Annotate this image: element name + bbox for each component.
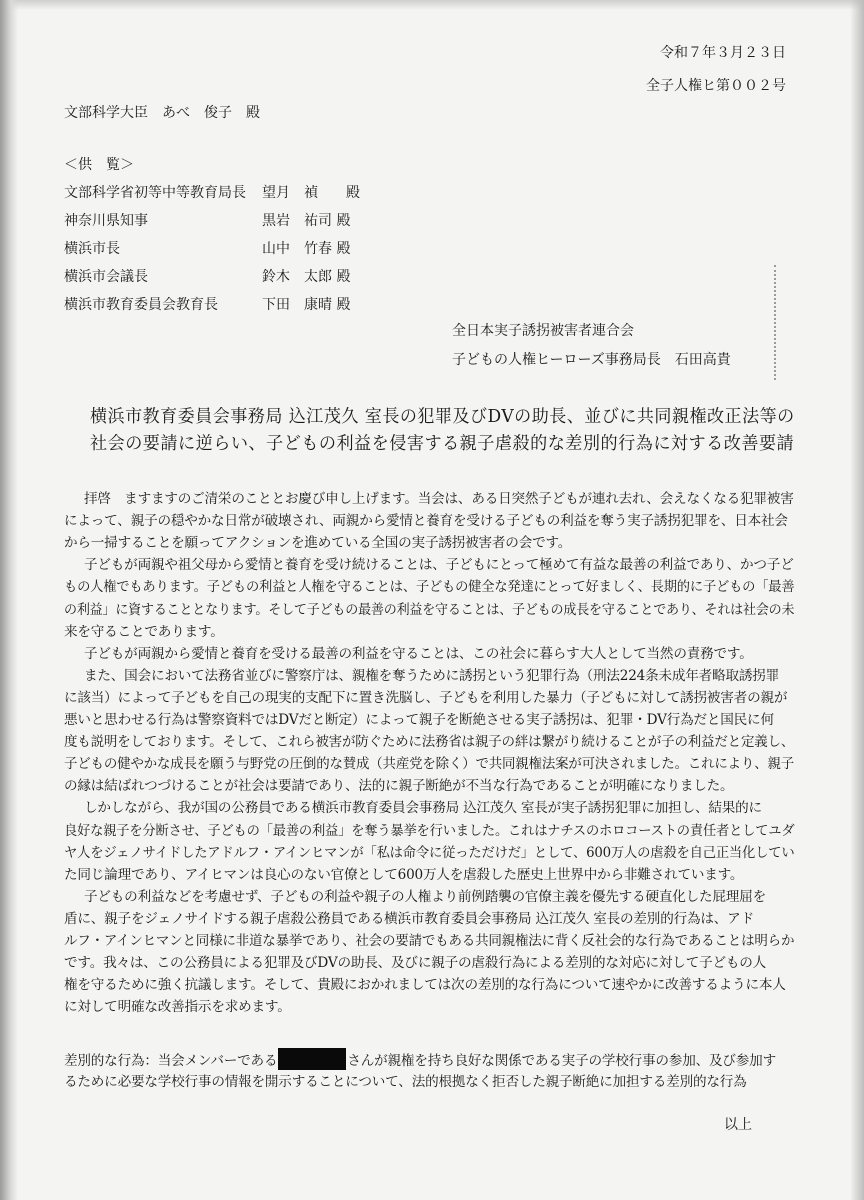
cc-recipient-name: 鈴木 太郎 殿	[262, 269, 351, 285]
body-line: 子どもが両親から愛情と養育を受ける最善の利益を守ることは、この社会に暮らす大人として当然の責務です。	[84, 645, 753, 662]
cc-recipient-name: 望月 禎 殿	[262, 185, 360, 201]
body-line: 良好な親子を分断させ、子どもの「最善の利益」を奪う暴挙を行いました。これはナチスのホロコーストの責任者としてユダ	[64, 822, 795, 839]
redacted-name-block	[278, 1048, 346, 1070]
body-line: 子どもの健やかな成長を願う与野党の圧倒的な賛成（共産党を除く）で共同親権法案が可決されました。これにより、親子	[64, 756, 795, 773]
letter-title-line: 横浜市教育委員会事務局 込江茂久 室長の犯罪及びDVの助長、並びに共同親権改正法等の	[90, 407, 795, 427]
cc-recipient-name: 下田 康晴 殿	[262, 297, 351, 313]
sender-organization: 全日本実子誘拐被害者連合会	[452, 323, 634, 339]
cc-recipient-name: 黒岩 祐司 殿	[262, 213, 351, 229]
body-line: もの人権でもあります。子どもの利益と人権を守ることは、子どもの健全な発達にとって好ましく、長期的に子どもの「最善	[64, 579, 795, 596]
body-line: 来を守ることであります。	[64, 623, 224, 640]
body-line: によって、親子の穏やかな日常が破壊され、両親から愛情と養育を受ける子どもの利益を奪う実子誘拐犯罪を、日本社会	[64, 513, 788, 530]
body-line: た同じ論理であり、アイヒマンは良心のない官僚として600万人を虐殺した歴史上世界中から非難されています。	[64, 866, 744, 883]
body-line: 権を守るために強く抗議します。そして、貴殿におかれましては次の差別的な行為について速やかに改善するように本人	[64, 977, 786, 994]
body-line: 盾に、親子をジェノサイドする親子虐殺公務員である横浜市教育委員会事務局 込江茂久 室長の差別的行為は、アド	[64, 910, 754, 927]
body-line: 子どもの利益などを考慮せず、子どもの利益や親子の人権より前例踏襲の官僚主義を優先する硬直化した屁理屈を	[84, 888, 766, 905]
discrimination-line	[64, 1048, 776, 1070]
cc-recipient-title: 横浜市教育委員会教育長	[64, 297, 218, 313]
discrimination-text: 差別的な行為：当会メンバーである	[64, 1053, 278, 1069]
cc-recipient-title: 横浜市会議長	[64, 269, 148, 285]
body-line: に対して明確な改善指示を求めます。	[64, 999, 291, 1016]
scan-artifact-dots	[756, 265, 776, 380]
scan-edge-top	[0, 0, 864, 10]
body-line: の縁は結ばれつづけることが社会は要請であり、法的に親子断絶が不当な行為であることが明確になりました。	[64, 778, 734, 795]
addressee: 文部科学大臣 あべ 俊子 殿	[64, 105, 260, 121]
body-line: しかしながら、我が国の公務員である横浜市教育委員会事務局 込江茂久 室長が実子誘拐犯罪に加担し、結果的に	[84, 800, 762, 817]
cc-heading: ＜供 覧＞	[64, 157, 134, 173]
body-line: ルフ・アインヒマンと同様に非道な暴挙であり、社会の要請でもある共同親権法に背く反社会的な行為であることは明らか	[64, 933, 795, 949]
letter-title-line: 社会の要請に逆らい、子どもの利益を侵害する親子虐殺的な差別的行為に対する改善要請	[90, 434, 795, 454]
body-line: に該当）によって子どもを自己の現実的支配下に置き洗脳し、子どもを利用した暴力（子どもに対して誘拐被害者の親が	[64, 689, 788, 706]
discrimination-text: さんが親権を持ち良好な関係である実子の学校行事の参加、及び参加す	[347, 1053, 776, 1069]
body-line: ヤ人をジェノサイドしたアドルフ・アインヒマンが「私は命令に従っただけだ」として、600万人の虐殺を自己正当化してい	[64, 844, 795, 861]
scan-edge-right	[850, 0, 864, 1200]
scan-edge-left	[0, 0, 18, 1200]
letter-date: 令和７年３月２３日	[660, 45, 786, 61]
body-line: 度も説明をしております。そして、これら被害が防ぐために法務省は親子の絆は繋がり続けることが子の利益だと定義し、	[64, 734, 795, 751]
body-line: 悪いと思わせる行為は警察資料ではDVだと断定）によって親子を断絶させる実子誘拐は、犯罪・DV行為だと国民に何	[64, 712, 774, 728]
discrimination-line: るために必要な学校行事の情報を開示することについて、法的根拠なく拒否した親子断絶に加担する差別的な行為	[64, 1074, 747, 1090]
document-number: 全子人権ヒ第００２号	[646, 78, 786, 94]
cc-recipient-title: 文部科学省初等中等教育局長	[64, 185, 246, 201]
cc-recipient-name: 山中 竹春 殿	[262, 241, 351, 257]
body-line: の利益」に資することとなります。そして子どもの最善の利益を守ることは、子どもの成長を守ることであり、それは社会の未	[64, 601, 795, 618]
cc-recipient-title: 神奈川県知事	[64, 213, 148, 229]
body-line: また、国会において法務省並びに警察庁は、親権を奪うために誘拐という犯罪行為（刑法224条未成年者略取誘拐罪	[84, 667, 780, 684]
body-line: 子どもが両親や祖父母から愛情と養育を受け続けることは、子どもにとって極めて有益な最善の利益であり、かつ子ど	[84, 557, 794, 574]
sender-signatory: 子どもの人権ヒーローズ事務局長 石田高貴	[452, 352, 731, 368]
body-line: 拝啓 ますますのご清栄のこととお慶び申し上げます。当会は、ある日突然子どもが連れ去れ、会えなくなる犯罪被害	[84, 491, 794, 507]
body-line: から一掃することを願ってアクションを進めている全国の実子誘拐被害者の会です。	[64, 535, 572, 552]
cc-recipient-title: 横浜市長	[64, 241, 120, 257]
body-line: です。我々は、この公務員による犯罪及びDVの助長、及びに親子の虐殺行為による差別的な対応に対して子どもの人	[64, 955, 767, 972]
closing-mark: 以上	[724, 1117, 752, 1133]
